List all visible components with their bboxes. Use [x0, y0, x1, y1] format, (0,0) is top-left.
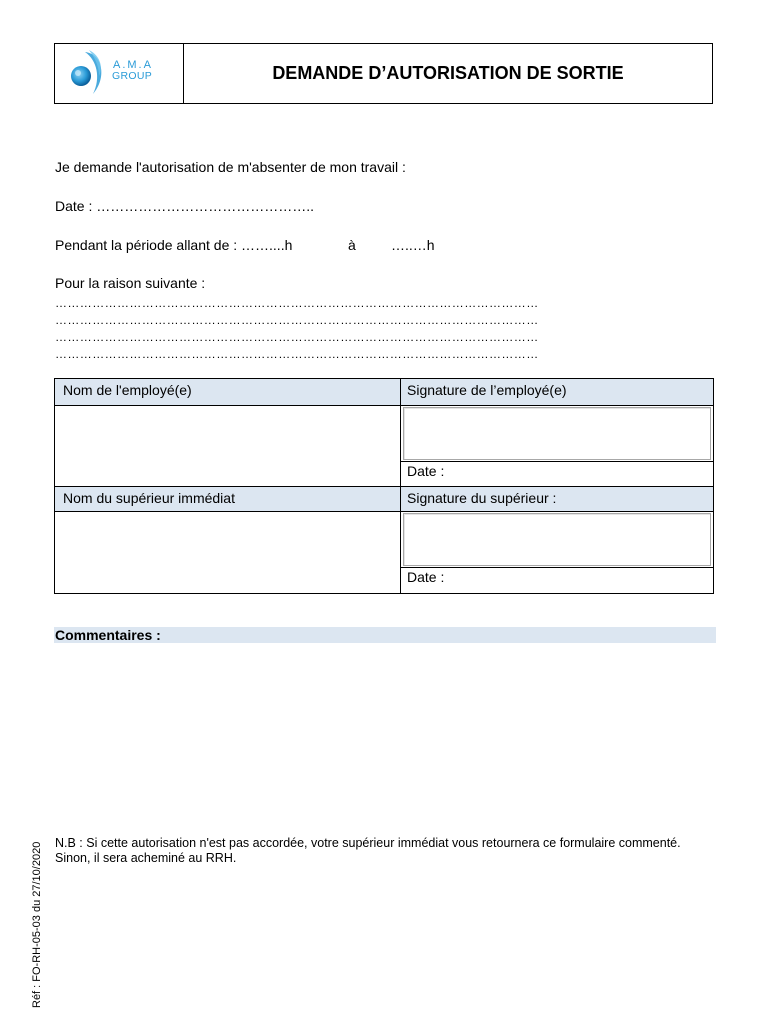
intro-text: Je demande l'autorisation de m'absenter de mon travail : — [55, 159, 406, 175]
page-title: DEMANDE D’AUTORISATION DE SORTIE — [272, 63, 624, 83]
reason-line[interactable]: ……………………………………………………………………………………………………… — [55, 347, 539, 361]
employee-signature-header: Signature de l’employé(e) — [401, 379, 713, 405]
date-field[interactable]: Date : ……………………………………….. — [55, 198, 315, 214]
nb-note: N.B : Si cette autorisation n'est pas accordée, votre supérieur immédiat vous retournera ce formulaire commenté. Sinon, il sera acheminé au RRH. — [55, 836, 681, 865]
supervisor-name-header: Nom du supérieur immédiat — [55, 487, 400, 511]
reason-line[interactable]: ……………………………………………………………………………………………………… — [55, 330, 539, 344]
employee-signature-box[interactable] — [403, 407, 711, 460]
form-header — [54, 43, 713, 104]
period-start-field[interactable]: Pendant la période allant de : ……....h — [55, 237, 293, 253]
reason-line[interactable]: ……………………………………………………………………………………………………… — [55, 296, 539, 310]
reason-label: Pour la raison suivante : — [55, 275, 206, 291]
supervisor-signature-header: Signature du supérieur : — [401, 487, 713, 511]
supervisor-name-field[interactable] — [55, 512, 400, 593]
logo-subtext: GROUP — [112, 70, 153, 82]
period-to-label: à — [348, 237, 356, 253]
employee-date-label: Date : — [407, 463, 445, 479]
reason-line[interactable]: ……………………………………………………………………………………………………… — [55, 313, 539, 327]
supervisor-date-label: Date : — [407, 569, 445, 585]
supervisor-signature-box[interactable] — [403, 513, 711, 566]
employee-name-header: Nom de l'employé(e) — [55, 379, 400, 405]
comments-area[interactable] — [54, 645, 715, 815]
comments-label: Commentaires : — [54, 627, 716, 643]
reference-code: Réf : FO-RH-05-03 du 27/10/2020 — [31, 841, 43, 1008]
logo-cell — [55, 44, 184, 103]
period-end-field[interactable]: …..…h — [391, 237, 435, 253]
employee-name-field[interactable] — [55, 406, 400, 486]
signature-table — [54, 378, 714, 594]
ama-group-logo-icon — [67, 48, 111, 100]
logo-text: A.M.A — [113, 59, 153, 71]
